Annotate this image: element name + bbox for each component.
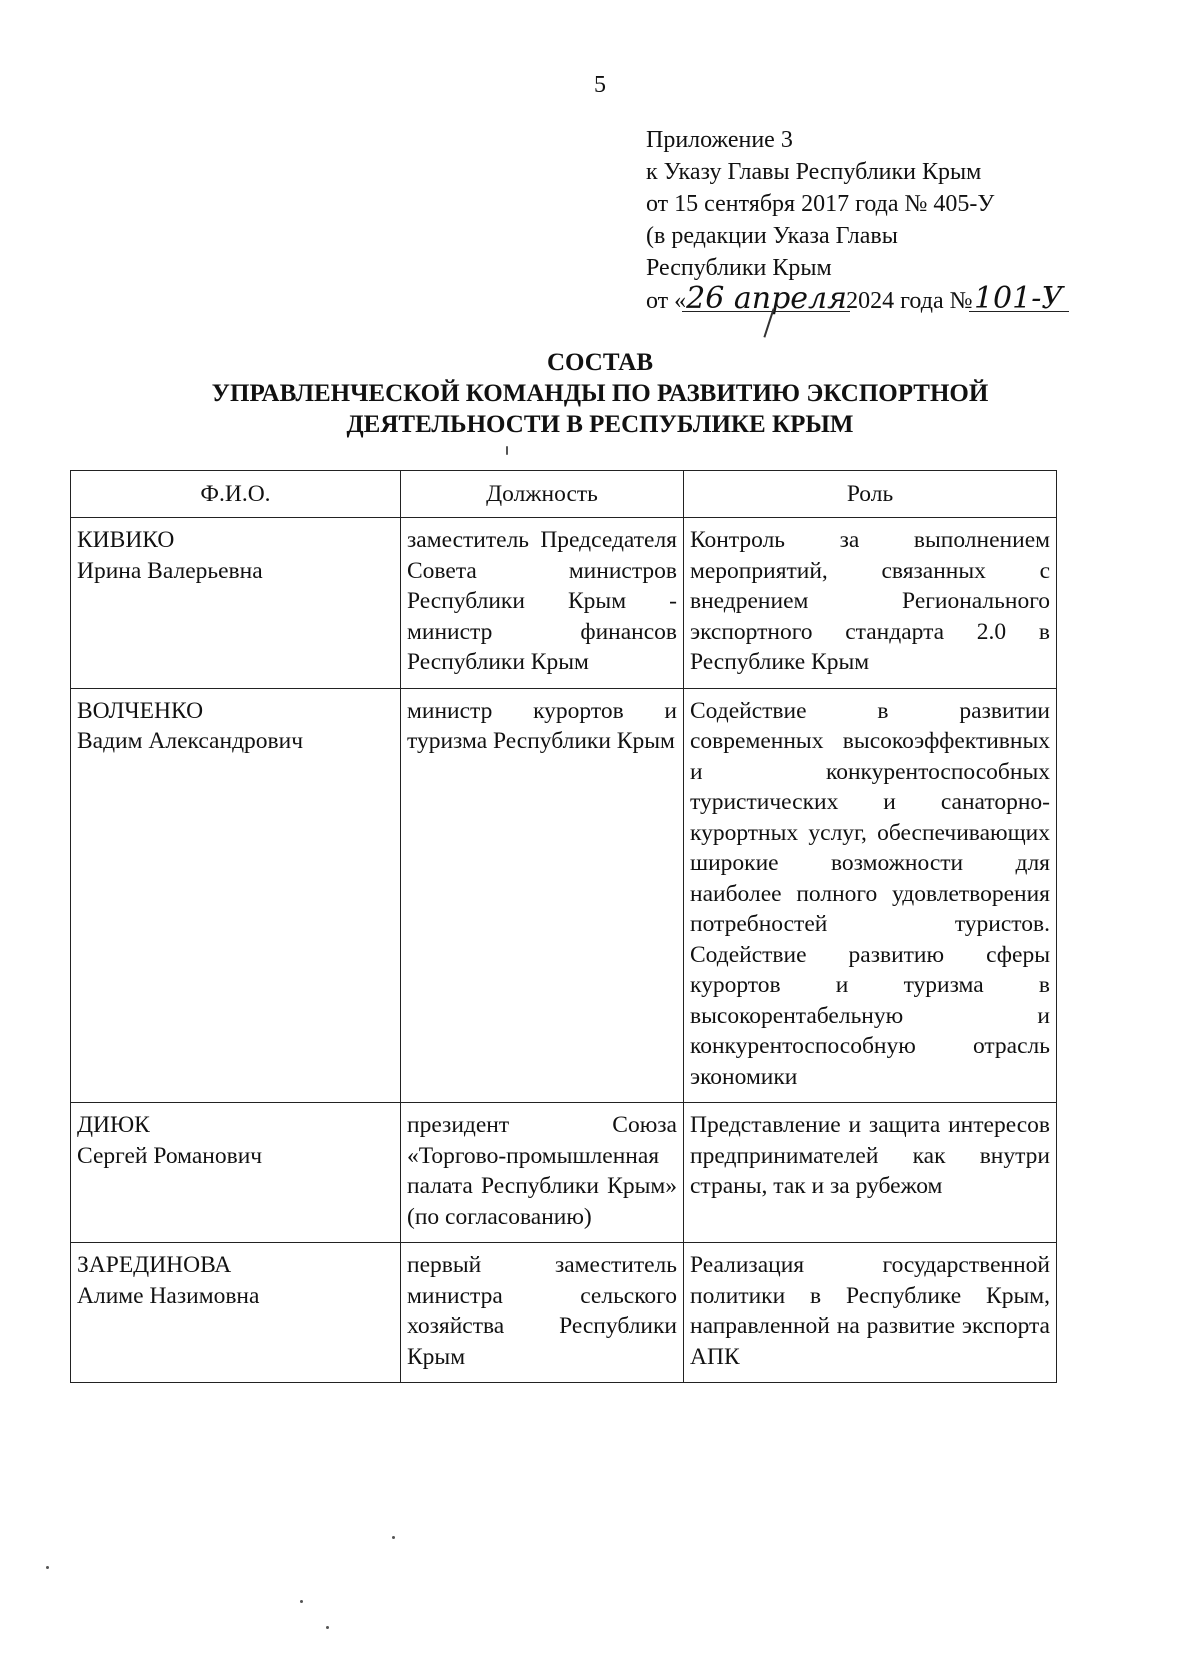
member-name [71,1243,401,1383]
title-line: УПРАВЛЕНЧЕСКОЙ КОМАНДЫ ПО РАЗВИТИЮ ЭКСПОРТНОЙ [211,380,989,407]
header-name: Ф.И.О. [71,471,401,518]
scan-speck [326,1626,329,1629]
member-position: министр курортов и туризма Республики Крым [401,688,684,1103]
member-position: заместитель Председателя Совета министров Республики Крым - министр финансов Республики Крым [401,518,684,689]
appendix-line: Республики Крым [646,255,832,281]
scan-speck [392,1536,395,1539]
scan-speck [506,446,508,455]
table-row [71,1103,1057,1243]
scan-speck [300,1600,303,1603]
member-name [71,518,401,689]
member-name [71,1103,401,1243]
member-given-names: Алиме Назимовна [77,1282,260,1309]
member-given-names: Ирина Валерьевна [77,557,263,584]
member-position: первый заместитель министра сельского хозяйства Республики Крым [401,1243,684,1383]
appendix-line: к Указу Главы Республики Крым [646,159,982,185]
table-row [71,1243,1057,1383]
member-surname: ВОЛЧЕНКО [77,697,204,724]
composition-table [70,470,1057,1383]
header-role: Роль [684,471,1057,518]
member-given-names: Сергей Романович [77,1142,263,1169]
member-name [71,688,401,1103]
member-role: Реализация государственной политики в Республике Крым, направленной на развитие экспорта АПК [684,1243,1057,1383]
member-role: Содействие в развитии современных высокоэффективных и конкурентоспособных туристических и санаторно-курортных услуг, обеспечивающих широкие возможности для наиболее полного удовлетворения потребностей туристов. Содействие развитию сферы курортов и туризма в высокорентабельную и конкурентоспособную отрасль экономики [684,688,1057,1103]
member-position: президент Союза «Торгово-промышленная палата Республики Крым» (по согласованию) [401,1103,684,1243]
member-role: Представление и защита интересов предпринимателей как внутри страны, так и за рубежом [684,1103,1057,1243]
member-surname: КИВИКО [77,527,175,553]
appendix-date-line [646,281,1106,317]
document-title [0,347,1200,440]
table-row [71,688,1057,1103]
handwritten-date: 26 апреля [686,281,848,316]
member-surname: ЗАРЕДИНОВА [77,1252,232,1278]
member-given-names: Вадим Александрович [77,728,304,754]
appendix-line: от 15 сентября 2017 года № 405-У [646,191,995,217]
appendix-header [646,124,1106,317]
appendix-line: Приложение 3 [646,127,793,153]
header-position: Должность [401,471,684,518]
table-header-row [71,471,1057,518]
member-role: Контроль за выполнением мероприятий, связанных с внедрением Регионального экспортного стандарта 2.0 в Республике Крым [684,518,1057,689]
member-surname: ДИЮК [77,1112,150,1138]
date-year: 2024 года № [846,288,973,314]
scan-speck [46,1566,49,1569]
date-prefix: от « [646,288,687,314]
handwritten-number: 101-У [973,281,1064,316]
title-line: СОСТАВ [546,349,654,376]
table-row [71,518,1057,689]
title-line: ДЕЯТЕЛЬНОСТИ В РЕСПУБЛИКЕ КРЫМ [346,411,854,438]
appendix-line: (в редакции Указа Главы [646,223,898,249]
page-number: 5 [594,72,606,98]
